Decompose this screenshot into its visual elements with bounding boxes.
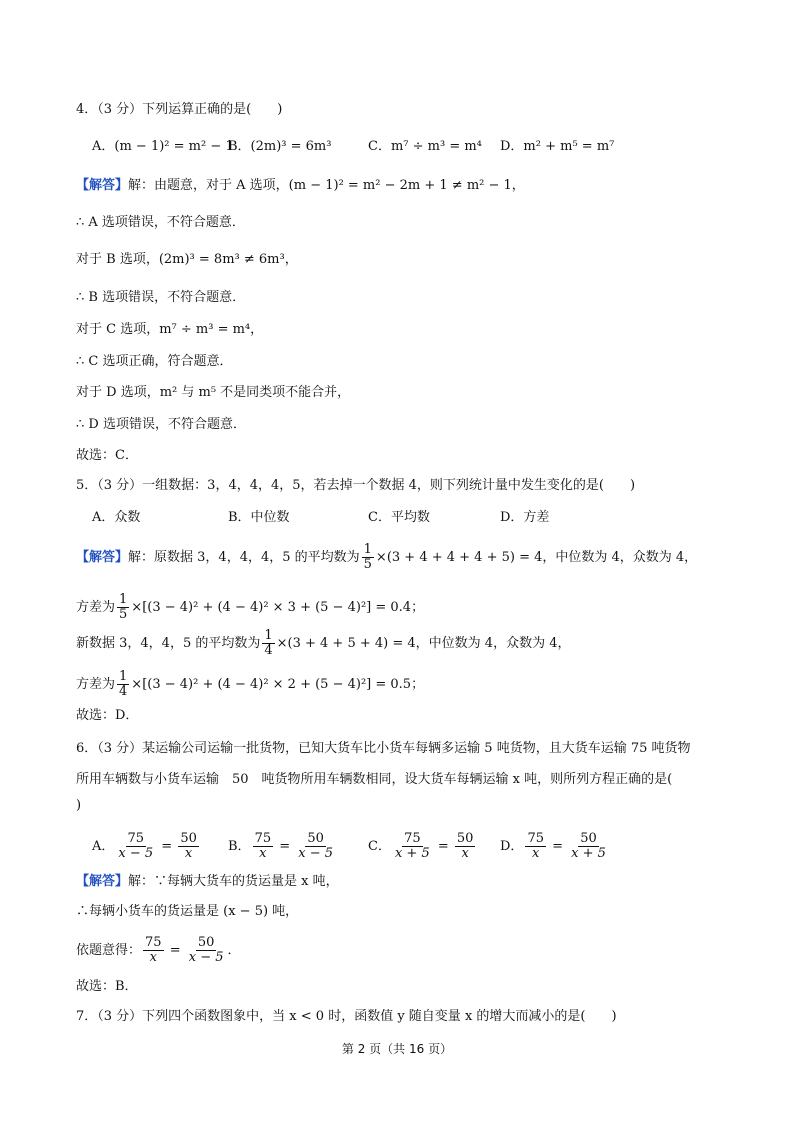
q5-option-a: A．众数 <box>92 510 141 525</box>
q4-stem: 4．（3 分）下列运算正确的是( ) <box>76 102 283 117</box>
q4-answer: 故选：C． <box>76 448 138 463</box>
q6-stem-line-3: ) <box>76 798 82 813</box>
q6-option-c: C． $\frac{75}{x + 5}$ = $\frac{50}{x}$ <box>368 831 474 861</box>
q4-solution-line-8: ∴ D 选项错误，不符合题意． <box>76 417 246 432</box>
q4-option-d: D．m² + m⁵ = m⁷ <box>500 139 615 154</box>
q6-solution-line-2: ∴每辆小货车的货运量是 (x − 5) 吨， <box>76 904 299 919</box>
q5-option-d: D．方差 <box>500 510 550 525</box>
q4-solution-line-5: 对于 C 选项，m⁷ ÷ m³ = m⁴， <box>76 322 264 337</box>
q4-solution-line-2: ∴ A 选项错误，不符合题意． <box>76 215 245 230</box>
q6-option-b: B． $\frac{75}{x}$ = $\frac{50}{x - 5}$ <box>228 831 334 861</box>
q6-solution-line-1: 【解答】解：∵每辆大货车的货运量是 x 吨， <box>76 874 339 889</box>
q5-solution-line-1: 【解答】解：原数据 3，4，4，4，5 的平均数为 $\frac{1}{5}$ ×(3 + 4 + 4 + 4 + 5) = 4，中位数为 4，众数为 4， <box>76 542 698 572</box>
page-footer: 第 2 页（共 16 页） <box>341 1042 453 1056</box>
q5-solution-line-2: 方差为 $\frac{1}{5}$ ×[(3 − 4)² + (4 − 4)² × 3 + (5 − 4)²] = 0.4； <box>76 592 425 622</box>
fraction: $\frac{1}{4}$ <box>264 628 273 658</box>
q5-solution-line-4: 方差为 $\frac{1}{4}$ ×[(3 − 4)² + (4 − 4)² × 2 + (5 − 4)²] = 0.5； <box>76 669 425 699</box>
q4-solution-line-3: 对于 B 选项，(2m)³ = 8m³ ≠ 6m³， <box>76 252 298 267</box>
q4-solution-line-1: 【解答】解：由题意，对于 A 选项，(m − 1)² = m² − 2m + 1 ≠ m² − 1， <box>76 178 525 193</box>
q6-option-a: A． $\frac{75}{x - 5}$ = $\frac{50}{x}$ <box>92 831 197 861</box>
q4-option-a: A．(m − 1)² = m² − 1 <box>92 139 234 154</box>
q4-solution-line-7: 对于 D 选项，m² 与 m⁵ 不是同类项不能合并， <box>76 385 351 400</box>
q6-stem-line-1: 6．（3 分）某运输公司运输一批货物，已知大货车比小货车每辆多运输 5 吨货物，且大货车运输 75 吨货物 <box>76 741 691 756</box>
fraction: $\frac{1}{4}$ <box>119 669 128 699</box>
q4-option-b: B．(2m)³ = 6m³ <box>228 139 332 154</box>
q4-solution-line-6: ∴ C 选项正确，符合题意． <box>76 354 233 369</box>
q5-option-b: B．中位数 <box>228 510 290 525</box>
fraction: $\frac{75}{x}$ <box>145 935 162 965</box>
q6-stem-line-2: 所用车辆数与小货车运输 50 吨货物所用车辆数相同，设大货车每辆运输 x 吨，则所列方程正确的是( <box>76 772 673 787</box>
q7-stem: 7．（3 分）下列四个函数图象中，当 x < 0 时，函数值 y 随自变量 x 的增大而减小的是( ) <box>76 1009 617 1024</box>
solution-tag: 【解答】 <box>76 178 129 193</box>
q4-option-c: C．m⁷ ÷ m³ = m⁴ <box>368 139 482 154</box>
q4-solution-line-4: ∴ B 选项错误，不符合题意． <box>76 290 246 305</box>
q6-answer: 故选：B． <box>76 979 138 994</box>
q6-option-d: D． $\frac{75}{x}$ = $\frac{50}{x + 5}$ <box>500 831 606 861</box>
fraction: $\frac{50}{x - 5}$ <box>188 935 224 965</box>
solution-tag: 【解答】 <box>76 874 129 889</box>
q5-stem: 5．（3 分）一组数据：3，4，4，4，5，若去掉一个数据 4，则下列统计量中发生变化的是( ) <box>76 478 636 493</box>
q5-answer: 故选：D． <box>76 708 139 723</box>
solution-tag: 【解答】 <box>76 550 129 565</box>
q6-solution-line-3: 依题意得： $\frac{75}{x}$ = $\frac{50}{x - 5}$ ． <box>76 935 241 965</box>
fraction: $\frac{1}{5}$ <box>119 592 128 622</box>
q5-solution-line-3: 新数据 3，4，4，5 的平均数为 $\frac{1}{4}$ ×(3 + 4 + 5 + 4) = 4，中位数为 4，众数为 4， <box>76 628 571 658</box>
fraction: $\frac{1}{5}$ <box>363 542 372 572</box>
q5-option-c: C．平均数 <box>368 510 430 525</box>
